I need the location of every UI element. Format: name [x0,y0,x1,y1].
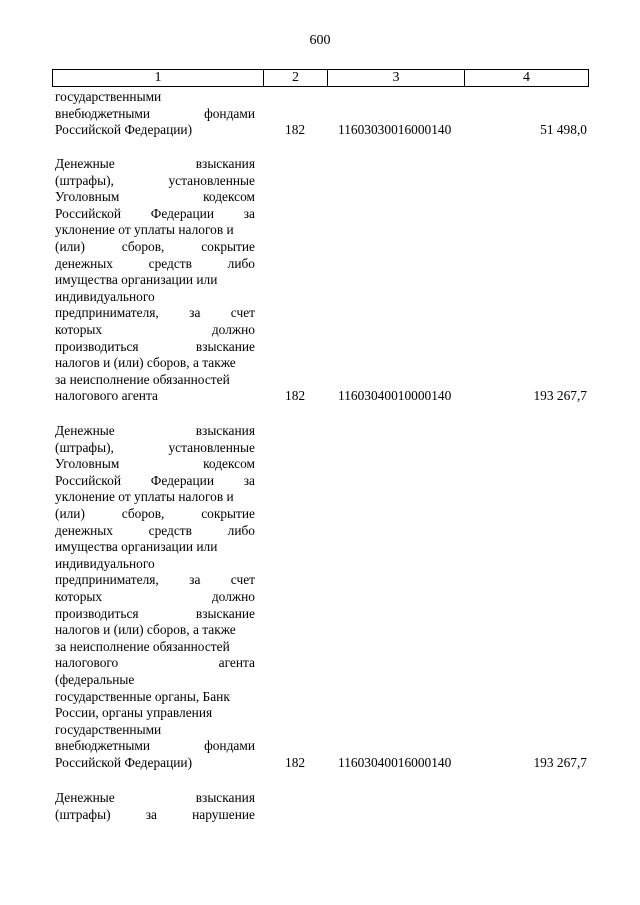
description-word: которых [55,321,103,337]
description-line [55,372,255,389]
description-word: предпринимателя, [55,572,159,588]
description-line [55,589,255,606]
row-admin-code: 182 [285,122,306,138]
description-word: сокрытие [201,238,255,254]
header-col-1: 1 [53,70,264,86]
description-line [55,606,255,623]
description-line [55,689,255,706]
table-header [52,69,589,87]
description-word: которых [55,588,103,604]
description-word: должно [211,321,255,337]
description-word: Федерации [150,205,214,221]
description-line [55,206,255,223]
description-line [55,705,255,722]
description-word: Уголовным [55,456,120,472]
description-word: либо [227,255,255,271]
description-word: налогов и (или) сборов, а также [55,355,236,371]
description-word: кодексом [203,189,255,205]
description-word: за [243,205,255,221]
description-word: налогов и (или) сборов, а также [55,622,236,638]
row-description [55,89,255,139]
description-word: кодексом [203,456,255,472]
description-line [55,506,255,523]
description-word: (штрафы), [55,172,114,188]
description-word: предпринимателя, [55,305,159,321]
description-word: (или) [55,505,85,521]
description-line [55,239,255,256]
description-word: внебюджетными [55,105,151,121]
description-word: за неисполнение обязанностей [55,371,230,387]
description-word: производиться [55,338,139,354]
header-col-4: 4 [523,70,530,85]
table-row [55,89,587,139]
description-word: налогового [55,655,119,671]
description-line [55,156,255,173]
description-word: России, органы управления [55,705,213,721]
description-word: взыскание [195,338,255,354]
description-word: либо [227,522,255,538]
description-line [55,305,255,322]
description-line [55,755,255,772]
description-line [55,639,255,656]
description-word: денежных [55,255,113,271]
description-line [55,807,255,824]
description-line [55,388,255,405]
description-word: денежных [55,522,113,538]
description-word: налогового агента [55,388,158,404]
description-word: Российской Федерации) [55,122,193,138]
description-word: установленные [168,172,255,188]
description-word: имущества организации или [55,539,218,555]
description-word: Денежные [55,423,115,438]
description-word: Российской Федерации) [55,754,193,770]
description-word: фондами [204,105,255,121]
description-word: установленные [168,439,255,455]
description-word: взыскания [195,156,255,171]
description-word: сокрытие [201,505,255,521]
description-word: за [145,806,157,822]
description-word: Федерации [150,472,214,488]
description-word: счет [230,572,255,588]
description-line [55,122,255,139]
description-word: агента [218,655,255,671]
description-word: счет [230,305,255,321]
description-word: средств [148,255,192,271]
row-amount: 51 498,0 [540,122,587,138]
description-word: сборов, [121,505,165,521]
table-row [55,156,587,405]
description-word: за [243,472,255,488]
description-line [55,173,255,190]
description-line [55,322,255,339]
row-amount: 193 267,7 [533,388,587,404]
row-description [55,423,255,771]
description-line [55,423,255,440]
description-word: за [189,572,201,588]
description-line [55,106,255,123]
row-admin-code: 182 [285,754,306,770]
description-line [55,456,255,473]
table-row [55,423,587,771]
description-word: производиться [55,605,139,621]
description-line [55,355,255,372]
description-word: (федеральные [55,671,135,687]
description-word: Российской [55,205,121,221]
description-line [55,189,255,206]
description-word: (или) [55,238,85,254]
description-line [55,790,255,807]
description-word: взыскание [195,605,255,621]
description-line [55,272,255,289]
page-number: 600 [309,33,331,48]
description-line [55,722,255,739]
description-word: индивидуального [55,288,155,304]
description-word: Денежные [55,156,115,171]
description-word: государственными [55,721,162,737]
row-admin-code: 182 [285,388,306,404]
table-row [55,790,587,823]
description-word: за неисполнение обязанностей [55,638,230,654]
description-word: уклонение от уплаты налогов и [55,222,234,238]
description-line [55,539,255,556]
description-word: должно [211,588,255,604]
description-word: уклонение от уплаты налогов и [55,489,234,505]
description-line [55,440,255,457]
description-line [55,289,255,306]
description-line [55,89,255,106]
row-budget-code: 11603030016000140 [338,122,452,138]
description-word: фондами [204,738,255,754]
description-line [55,222,255,239]
description-word: Уголовным [55,189,120,205]
description-word: (штрафы) [55,806,111,822]
row-budget-code: 11603040016000140 [338,754,452,770]
description-word: Денежные [55,790,115,805]
description-line [55,489,255,506]
description-line [55,655,255,672]
description-word: взыскания [195,423,255,438]
description-word: за [189,305,201,321]
row-budget-code: 11603040010000140 [338,388,452,404]
row-amount: 193 267,7 [533,754,587,770]
description-word: имущества организации или [55,272,218,288]
description-word: нарушение [192,806,255,822]
description-word: государственными [55,89,162,104]
description-line [55,473,255,490]
row-description [55,790,255,823]
header-col-2: 2 [264,70,328,86]
description-line [55,339,255,356]
row-description [55,156,255,405]
description-line [55,256,255,273]
description-word: (штрафы), [55,439,114,455]
description-word: взыскания [195,790,255,805]
description-line [55,622,255,639]
description-line [55,738,255,755]
description-word: внебюджетными [55,738,151,754]
description-line [55,523,255,540]
header-col-3: 3 [328,70,465,86]
description-line [55,556,255,573]
description-word: средств [148,522,192,538]
description-word: Российской [55,472,121,488]
description-word: государственные органы, Банк [55,688,230,704]
description-line [55,572,255,589]
description-word: сборов, [121,238,165,254]
description-word: индивидуального [55,555,155,571]
description-line [55,672,255,689]
